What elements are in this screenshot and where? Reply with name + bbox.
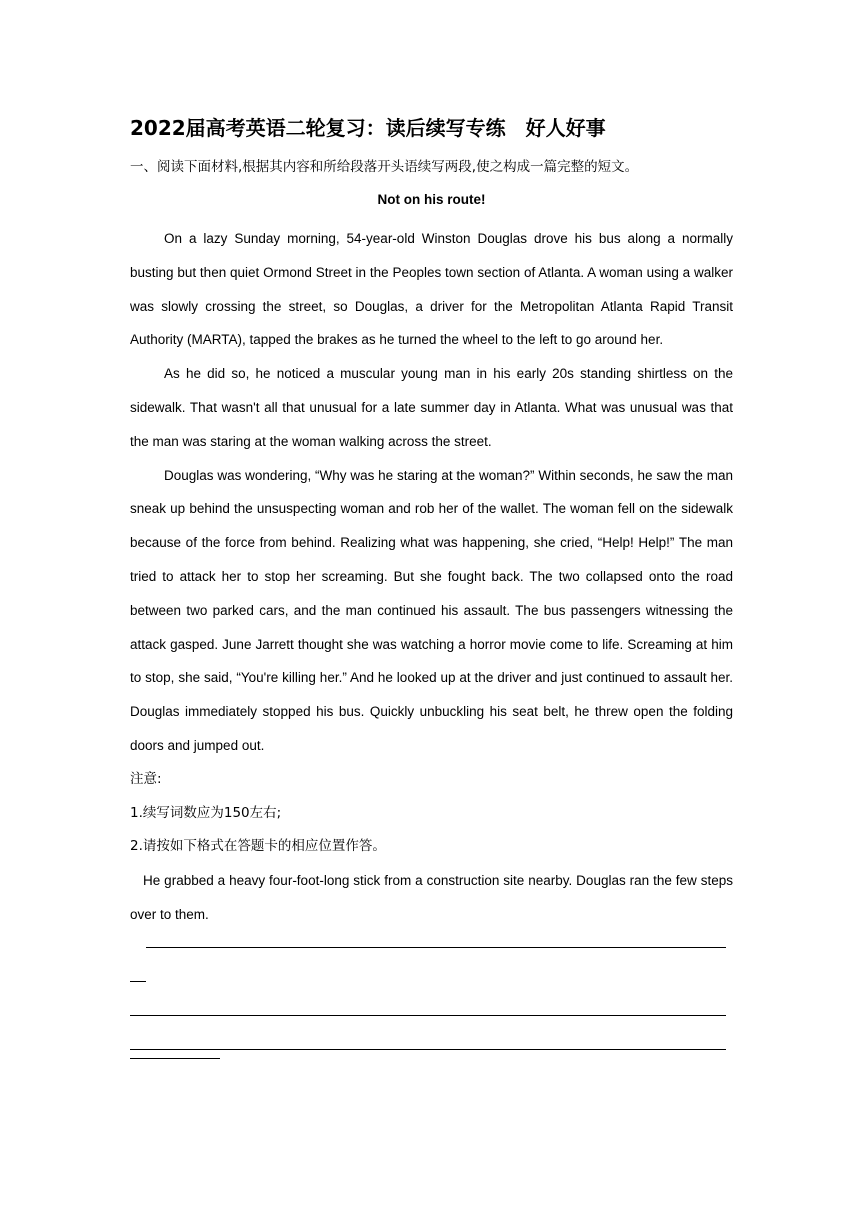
story-paragraph-1: On a lazy Sunday morning, 54-year-old Winston Douglas drove his bus along a normally busting but then quiet Ormond Street in the Peoples town section of Atlanta. A woman using a walker was slowly crossing the street, so Douglas, a driver for the Metropolitan Atlanta Rapid Transit Authority (MARTA), tapped the brakes as he turned the wheel to the left to go around her. [130,231,733,348]
continuation-opening: He grabbed a heavy four-foot-long stick from a construction site nearby. Douglas ran the few steps over to them. [130,873,733,922]
story-paragraph-2: As he did so, he noticed a muscular young man in his early 20s standing shirtless on the sidewalk. That wasn't all that unusual for a late summer day in Atlanta. What was unusual was that the man was staring at the woman walking across the street. [130,366,733,449]
task-instruction: 一、阅读下面材料,根据其内容和所给段落开头语续写两段,使之构成一篇完整的短文。 [130,159,639,175]
story-paragraph-3: Douglas was wondering, “Why was he staring at the woman?” Within seconds, he saw the man sneak up behind the unsuspecting woman and rob her of the wallet. The woman fell on the sidewalk because of the force from behind. Realizing what was happening, she cried, “Help! Help!” The man tried to attack her to stop her screaming. But she fought back. The two collapsed onto the road between two parked cars, and the man continued his assault. The bus passengers witnessing the attack gasped. June Jarrett thought she was watching a horror movie come to life. Screaming at him to stop, she said, “You're killing her.” And he looked up at the driver and just continued to assault her. Douglas immediately stopped his bus. Quickly unbuckling his seat belt, he threw open the folding doors and jumped out. [130,467,733,753]
note-item-1: 1.续写词数应为150左右; [130,804,282,821]
answer-line-1 [146,947,726,948]
story-title: Not on his route! [377,192,486,207]
note-item-2: 2.请按如下格式在答题卡的相应位置作答。 [130,838,386,855]
answer-line-1-tail [130,981,146,982]
answer-line-2 [130,1015,726,1016]
document-title: 2022届高考英语二轮复习：读后续写专练 好人好事 [130,116,606,140]
answer-line-3 [130,1049,726,1050]
story-body [130,222,733,932]
notes-label: 注意: [130,770,162,787]
answer-line-4 [130,1058,220,1059]
